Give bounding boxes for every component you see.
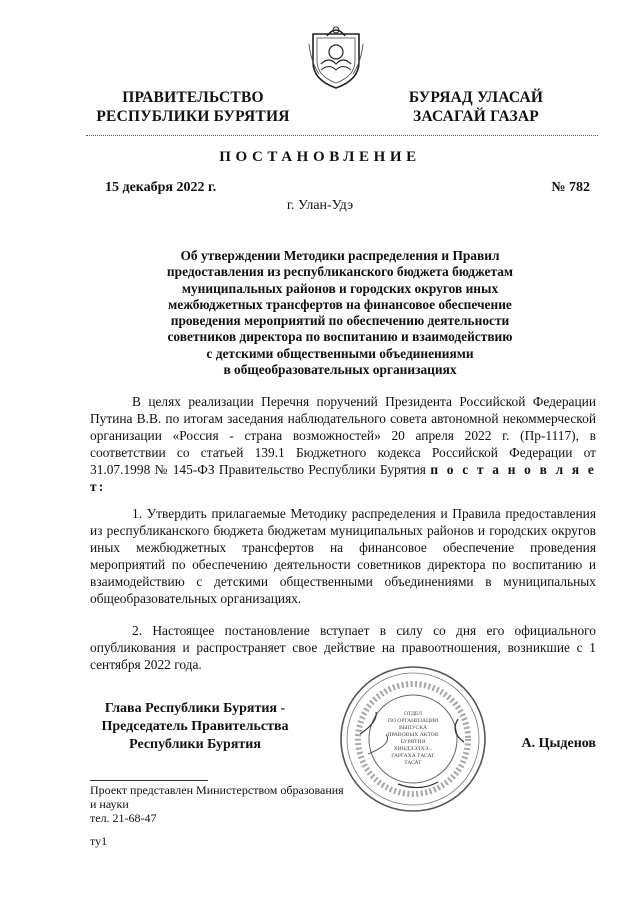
title-line: с детскими общественными объединениями bbox=[206, 345, 474, 361]
seal-text: ОТДЕЛ bbox=[403, 711, 423, 717]
footer-code: ту1 bbox=[90, 834, 108, 848]
signatory-title-line1: Глава Республики Бурятия - bbox=[104, 701, 286, 716]
seal-text: ХИНДЭЭЛХЭ... bbox=[393, 746, 433, 752]
footer-rule bbox=[90, 780, 208, 781]
title-line: межбюджетных трансфертов на финансовое обеспечение bbox=[168, 296, 512, 312]
footer-note bbox=[90, 783, 410, 825]
resolves-word: п о с т а н о в л я е т: bbox=[90, 462, 596, 494]
header-right-line2: ЗАСАГАЙ ГАЗАР bbox=[413, 108, 539, 125]
seal-text: ГАРГАХА ТАСАГ bbox=[391, 753, 435, 759]
document-city: г. Улан-Удэ bbox=[286, 198, 354, 213]
clause-2-text: 2. Настоящее постановление вступает в силу со дня его официального опубликования и распространяет свое действие на правоотношения, возникшие с 1 сентября 2022 года. bbox=[90, 623, 596, 672]
signatory-title-line3: Республики Бурятия bbox=[129, 737, 261, 752]
clause-1-paragraph bbox=[90, 505, 596, 607]
document-number: № 782 bbox=[551, 180, 590, 195]
document-title bbox=[140, 248, 540, 378]
seal-text: БУРЯТИЯ bbox=[400, 739, 426, 745]
title-line: Об утверждении Методики распределения и Правил bbox=[180, 248, 500, 263]
signatory-name: А. Цыденов bbox=[521, 736, 596, 751]
header-divider bbox=[86, 135, 598, 136]
document-type: ПОСТАНОВЛЕНИЕ bbox=[219, 149, 421, 165]
seal-text: ПО ОРГАНИЗАЦИИ bbox=[387, 718, 439, 724]
title-line: советников директора по воспитанию и взаимодействию bbox=[167, 329, 513, 345]
seal-text: ПРАВОВЫХ АКТОВ bbox=[387, 732, 439, 738]
signatory-title-line2: Председатель Правительства bbox=[101, 719, 289, 734]
title-line: в общеобразовательных организациях bbox=[223, 362, 457, 378]
title-line: проведения мероприятий по обеспечению деятельности bbox=[170, 313, 510, 329]
footer-line1: Проект представлен Министерством образования bbox=[90, 783, 344, 797]
coat-of-arms-icon bbox=[307, 22, 365, 90]
preamble-paragraph bbox=[90, 393, 596, 495]
seal-text: ТАСАГ bbox=[404, 760, 422, 766]
header-right-line1: БУРЯАД УЛАСАЙ bbox=[408, 89, 544, 106]
clause-1-text: 1. Утвердить прилагаемые Методику распределения и Правила предоставления из республиканского бюджета бюджетам муниципальных районов и городских округов иных межбюджетных трансфертов на финансовое обеспечение проведения мероприятий по обеспечению деятельности советников директора по воспитанию и взаимодействию с детскими общественными объединениями в муниципальных общеобразовательных организациях. bbox=[90, 506, 596, 606]
document-date: 15 декабря 2022 г. bbox=[105, 180, 217, 195]
header-left-line1: ПРАВИТЕЛЬСТВО bbox=[122, 89, 264, 106]
preamble-text: В целях реализации Перечня поручений Президента Российской Федерации Путина В.В. по итогам заседания наблюдательного совета автономной некоммерческой организации «Россия - страна возможностей» 20 апреля 2022 г. (Пр-1117), в соответствии со статьей 139.1 Бюджетного кодекса Российской Федерации от 31.07.1998 № 145-ФЗ Правительство Республики Бурятия bbox=[90, 394, 596, 477]
footer-phone: тел. 21-68-47 bbox=[90, 811, 157, 825]
title-line: муниципальных районов и городских округов иных bbox=[181, 280, 499, 296]
header-left-line2: РЕСПУБЛИКИ БУРЯТИЯ bbox=[96, 108, 290, 125]
seal-text: ВЫПУСКА bbox=[398, 725, 428, 731]
title-line: предоставления из республиканского бюджета бюджетам bbox=[166, 264, 514, 280]
government-name-russian bbox=[88, 88, 298, 126]
signatory-title bbox=[90, 700, 300, 754]
government-name-buryat bbox=[392, 88, 560, 126]
footer-line2: и науки bbox=[90, 797, 129, 811]
